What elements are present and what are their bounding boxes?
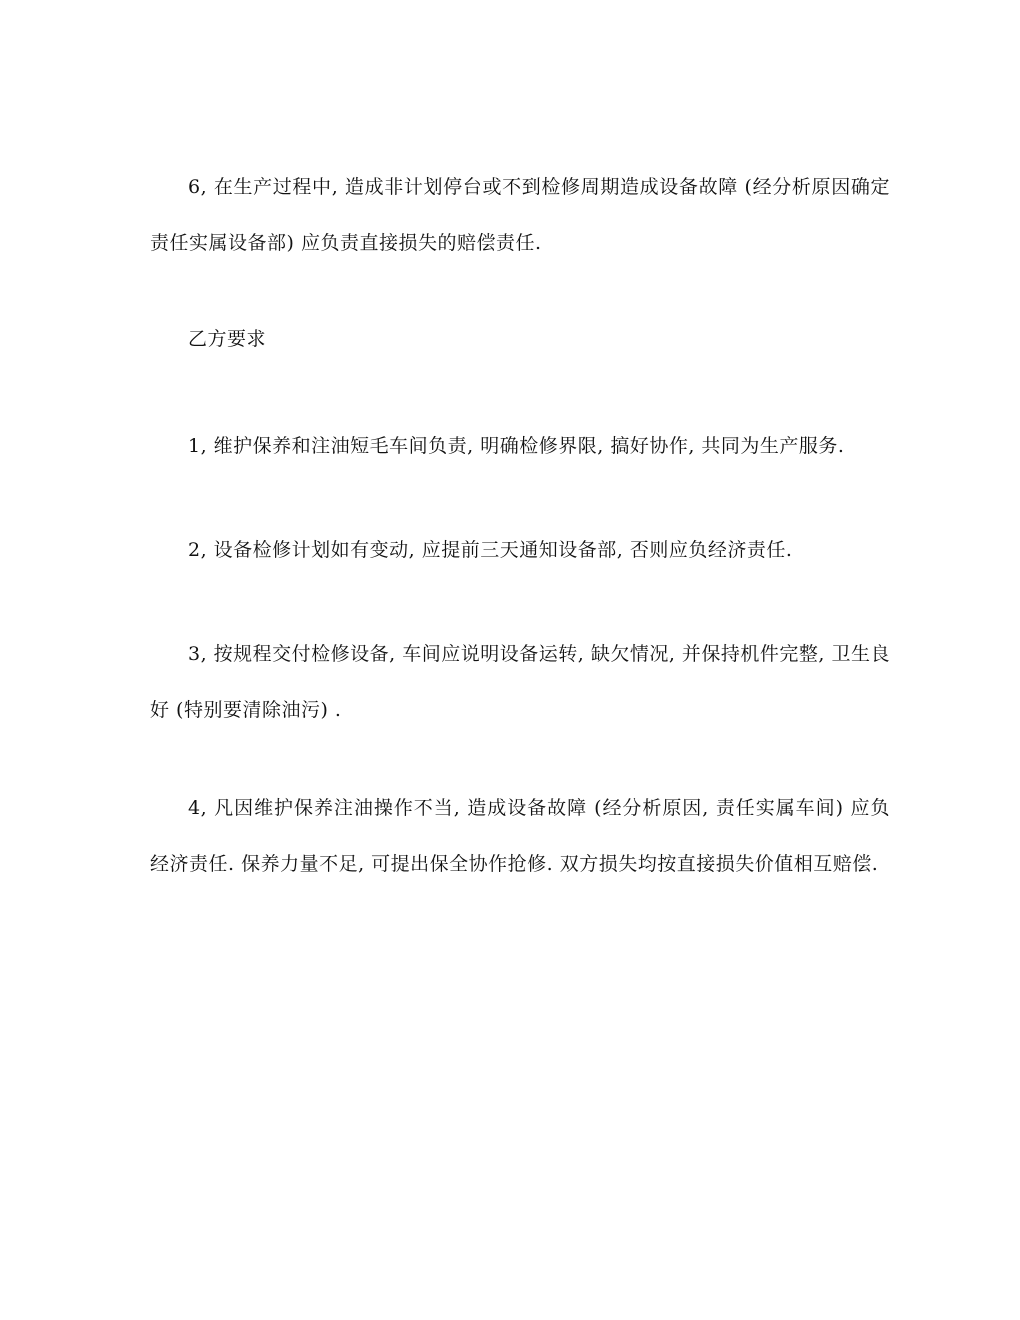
clause-6-paragraph: 6, 在生产过程中, 造成非计划停台或不到检修周期造成设备故障 (经分析原因确定责任实属设备部) 应负责直接损失的赔偿责任. <box>150 176 890 254</box>
party-b-requirements-heading: 乙方要求 <box>188 328 267 350</box>
requirement-1-paragraph: 1, 维护保养和注油短毛车间负责, 明确检修界限, 搞好协作, 共同为生产服务. <box>188 435 845 457</box>
requirement-2-paragraph: 2, 设备检修计划如有变动, 应提前三天通知设备部, 否则应负经济责任. <box>188 539 793 561</box>
requirement-3-paragraph: 3, 按规程交付检修设备, 车间应说明设备运转, 缺欠情况, 并保持机件完整, 卫生良好 (特别要清除油污) . <box>150 643 890 721</box>
requirement-4-paragraph: 4, 凡因维护保养注油操作不当, 造成设备故障 (经分析原因, 责任实属车间) 应负经济责任. 保养力量不足, 可提出保全协作抢修. 双方损失均按直接损失价值相互赔偿. <box>150 797 890 875</box>
